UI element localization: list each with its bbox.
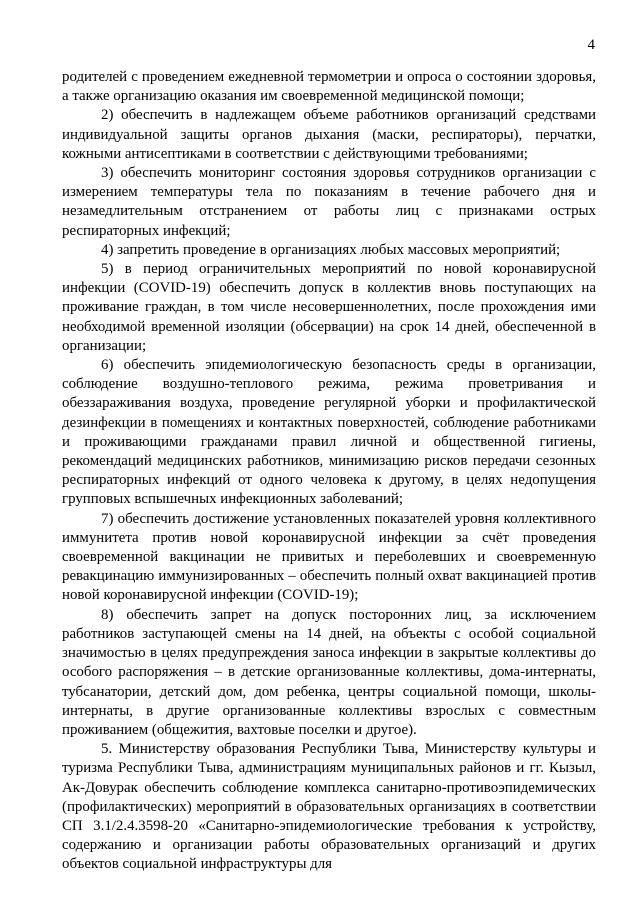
document-body [62, 68, 596, 875]
list-item-4-mass-events-ban: 4) запретить проведение в организациях любых массовых мероприятий; [101, 241, 561, 258]
page-number: 4 [587, 37, 595, 53]
list-item-2-ppe: 2) обеспечить в надлежащем объеме работников организаций средствами индивидуальной защиты органов дыхания (маски, респираторы), перчатки, кожными антисептиками в соответствии с действующими требованиями; [62, 107, 596, 162]
list-item-8-visitor-ban: 8) обеспечить запрет на допуск посторонних лиц, за исключением работников заступающей смены на 14 дней, на объекты с особой социальной значимостью в целях предупреждения заноса инфекции в закрытые коллективы до особого распоряжения – в детские организованные коллективы, дома-интернаты, тубсанатории, детский дом, дом ребенка, центры социальной помощи, школы-интернаты, в другие организованные коллективы взрослых с совместным проживанием (общежития, вахтовые поселки и другое). [62, 606, 596, 738]
section-5-education-ministry: 5. Министерству образования Республики Тыва, Министерству культуры и туризма Республики Тыва, администрациям муниципальных районов и гг. Кызыл, Ак-Довурак обеспечить соблюдение комплекса санитарно-противоэпидемических (профилактических) мероприятий в образовательных организациях в соответствии СП 3.1/2.4.3598-20 «Санитарно-эпидемиологические требования к устройству, содержанию и организации работы образовательных организаций и других объектов социальной инфраструктуры для [62, 741, 596, 873]
list-item-5-isolation: 5) в период ограничительных мероприятий по новой коронавирусной инфекции (COVID-19) обеспечить допуск в коллектив вновь поступающих на проживание граждан, в том числе несовершеннолетних, после прохождения ими необходимой временной изоляции (обсервации) на срок 14 дней, обеспеченной в организации; [62, 261, 596, 354]
paragraph-continuation: родителей с проведением ежедневной термометрии и опроса о состоянии здоровья, а также организацию оказания им своевременной медицинской помощи; [62, 69, 596, 105]
list-item-7-vaccination: 7) обеспечить достижение установленных показателей уровня коллективного иммунитета против новой коронавирусной инфекции за счёт проведения своевременной вакцинации не привитых и переболевших и своевременную ревакцинацию иммунизированных – обеспечить полный охват вакцинацией против новой коронавирусной инфекции (COVID-19); [62, 510, 596, 604]
list-item-3-health-monitoring: 3) обеспечить мониторинг состояния здоровья сотрудников организации с измерением температуры тела по показаниям в течение рабочего дня и незамедлительным отстранением от работы лиц с признаками острых респираторных инфекций; [62, 165, 596, 239]
list-item-6-epidemiological-safety: 6) обеспечить эпидемиологическую безопасность среды в организации, соблюдение воздушно-теплового режима, режима проветривания и обеззараживания воздуха, проведение регулярной уборки и профилактической дезинфекции в помещениях и контактных поверхностей, соблюдение работниками и проживающими гражданами правил личной и общественной гигиены, рекомендаций медицинских работников, минимизацию рисков передачи сезонных респираторных инфекций от одного человека к другому, в целях недопущения групповых вспышечных инфекционных заболеваний; [62, 357, 596, 508]
